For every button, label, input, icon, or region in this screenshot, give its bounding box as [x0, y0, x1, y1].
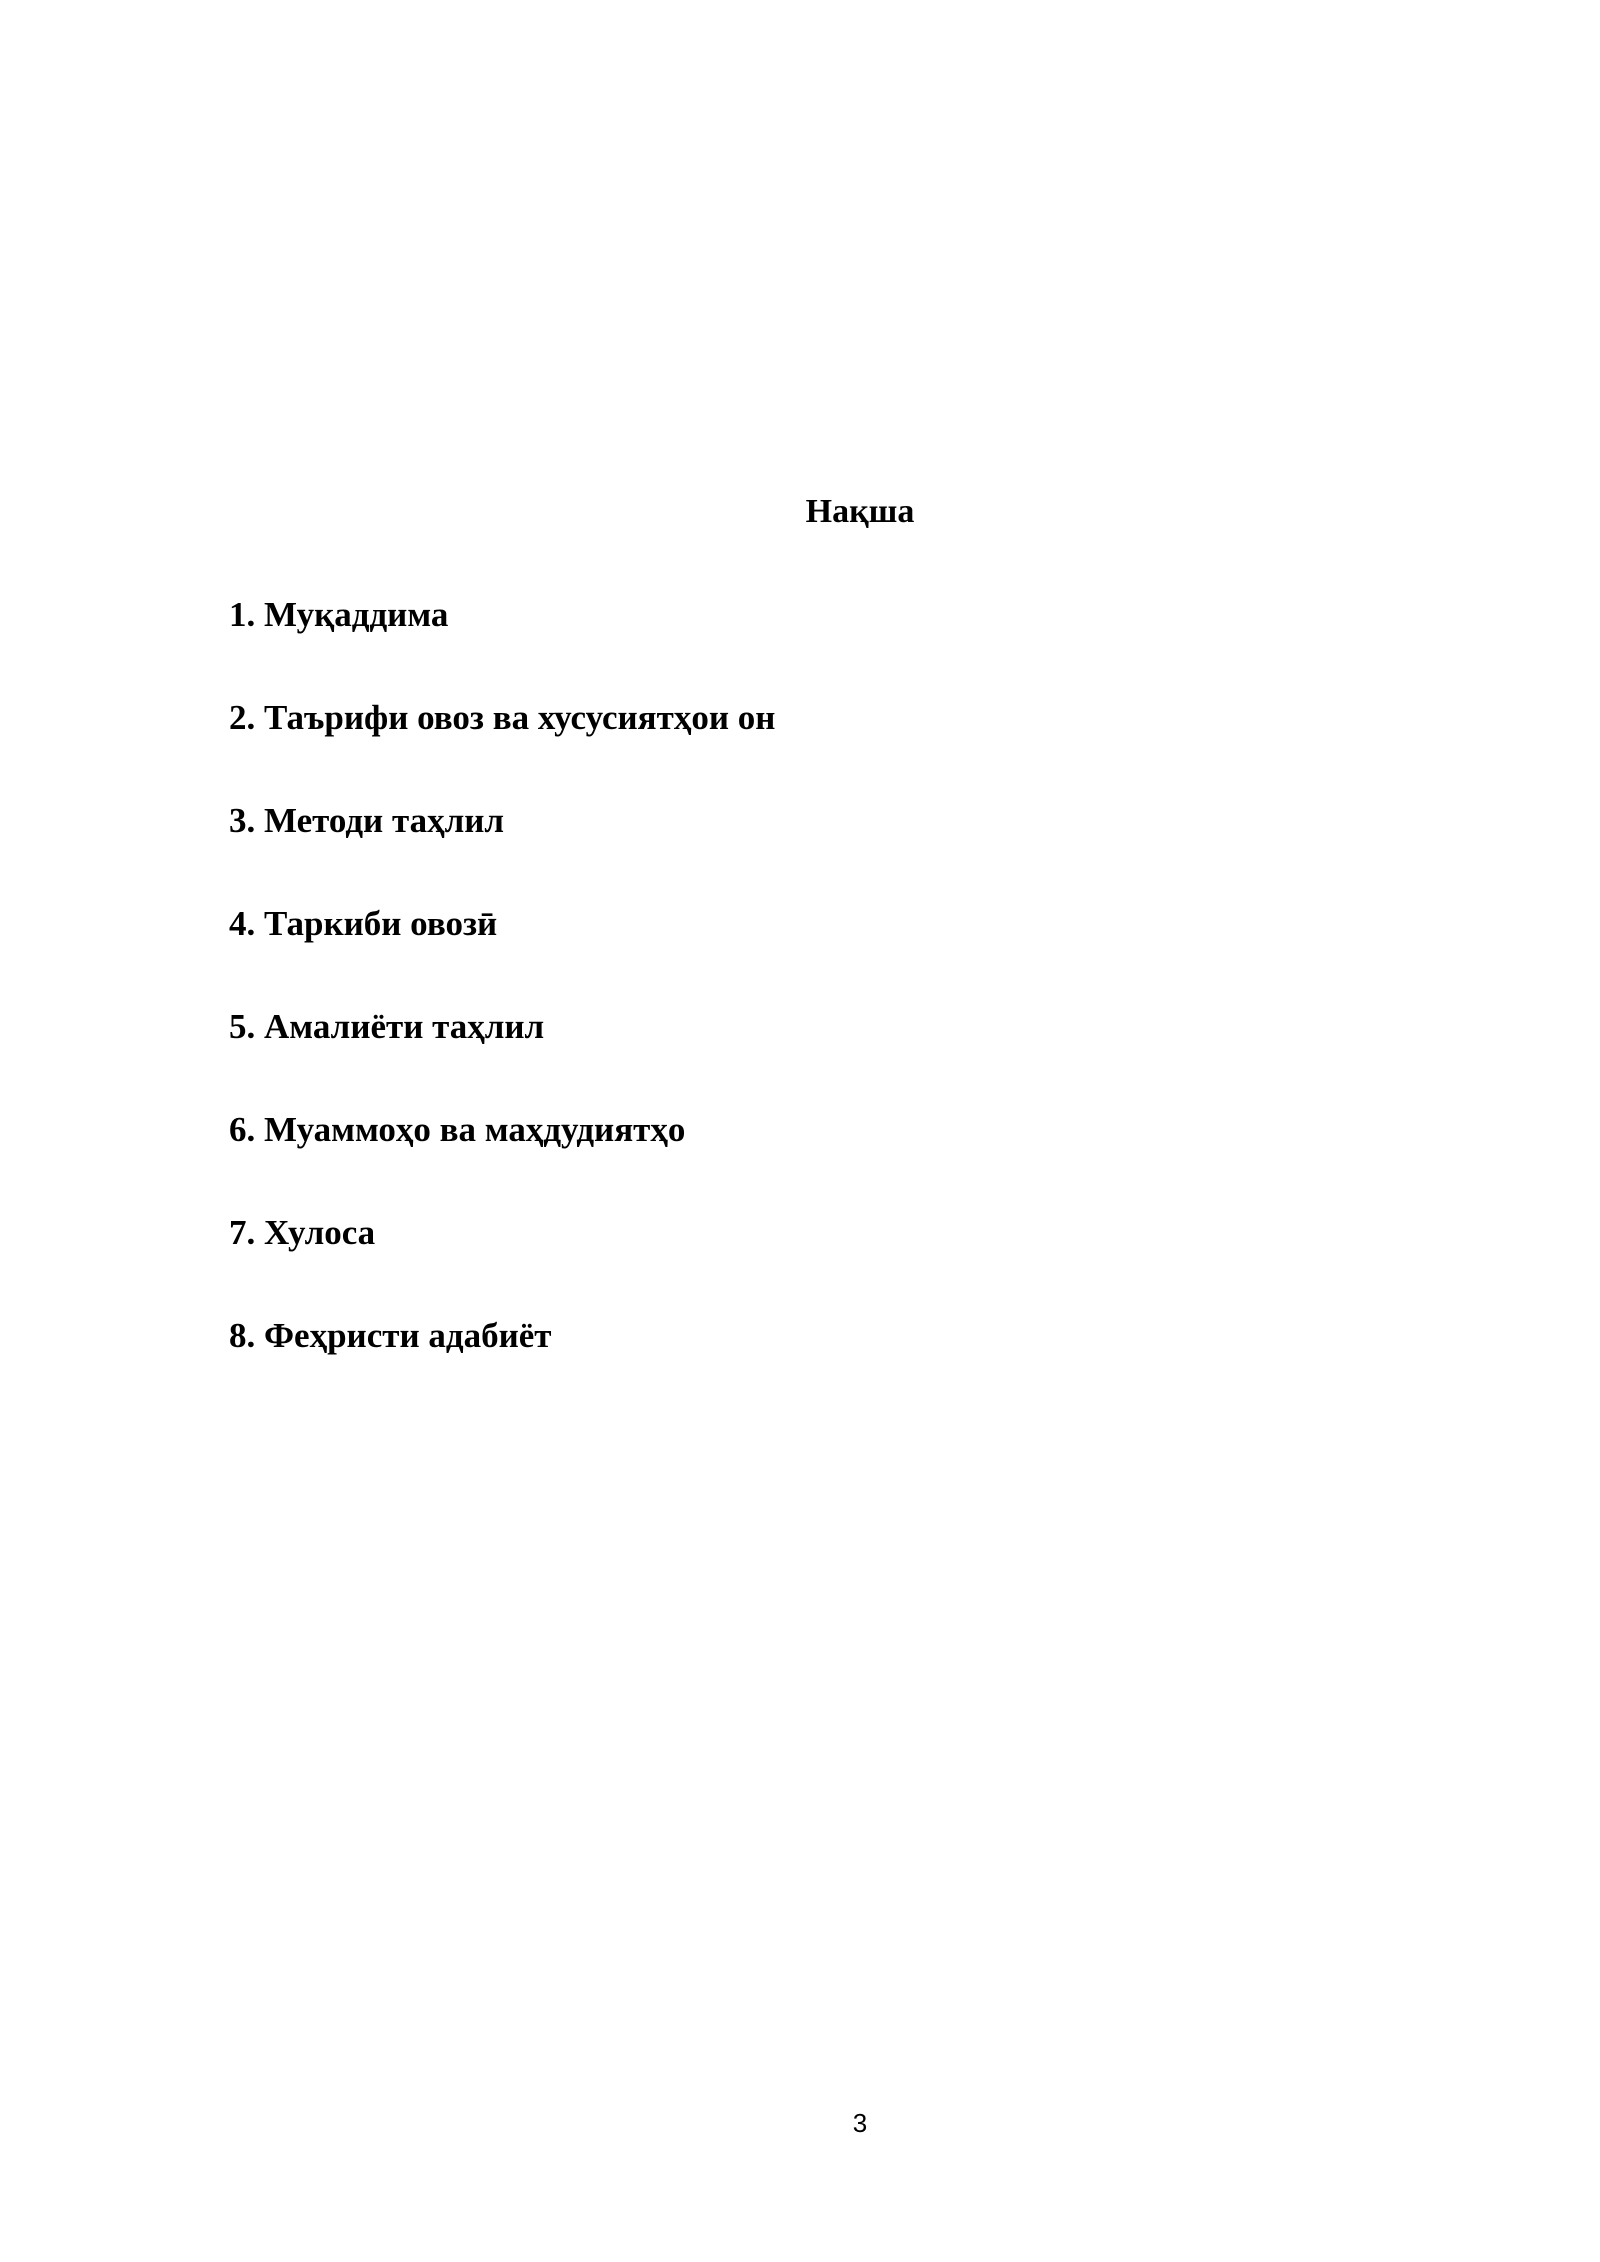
toc-item-1: 1. Муқаддима — [229, 595, 449, 634]
table-of-contents — [229, 593, 775, 1417]
toc-item-3: 3. Методи таҳлил — [229, 801, 505, 840]
toc-item-2: 2. Таърифи овоз ва хусусиятҳои он — [229, 698, 776, 737]
page-number: 3 — [852, 2108, 868, 2138]
toc-item-6: 6. Муаммоҳо ва маҳдудиятҳо — [229, 1110, 686, 1149]
page-title: Нақша — [805, 493, 915, 530]
toc-item-7: 7. Хулоса — [229, 1213, 376, 1252]
toc-item-5: 5. Амалиёти таҳлил — [229, 1007, 545, 1046]
toc-item-4: 4. Таркиби овозӣ — [229, 904, 498, 943]
toc-item-8: 8. Феҳристи адабиёт — [229, 1316, 552, 1355]
